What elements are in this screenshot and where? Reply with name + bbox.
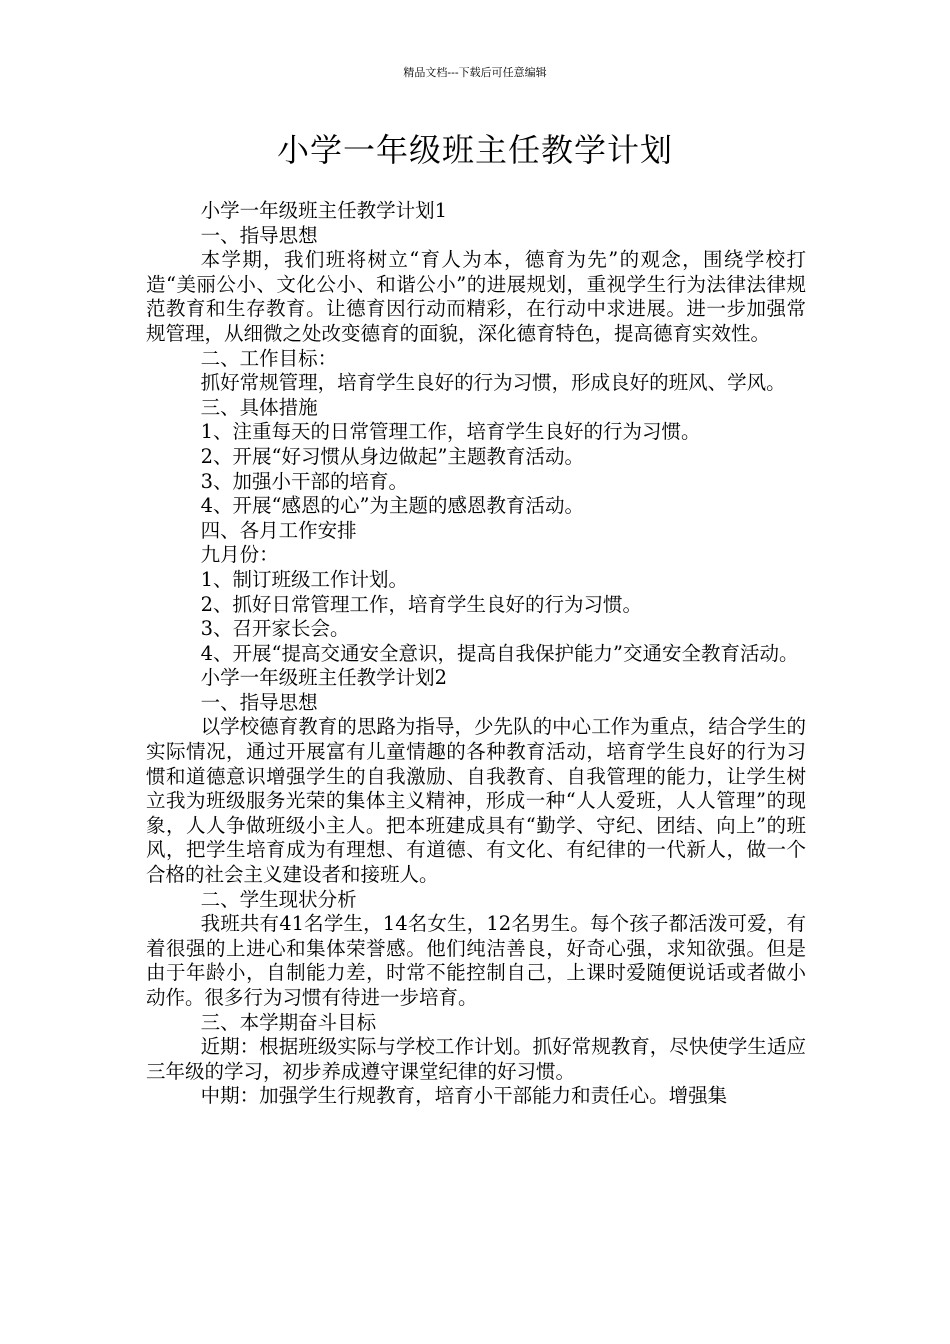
heading-semester-goals: 三、本学期奋斗目标 xyxy=(200,1010,377,1034)
heading-work-goals: 二、工作目标： xyxy=(200,346,338,370)
heading-guiding-ideology-1: 一、指导思想 xyxy=(200,223,318,247)
list-item-measure-2: 2、开展“好习惯从身边做起”主题教育活动。 xyxy=(200,444,584,468)
heading-measures: 三、具体措施 xyxy=(200,395,318,419)
paragraph-short-term-goal: 近期：根据班级实际与学校工作计划。抓好常规教育，尽快使学生适应三年级的学习，初步养成遵守课堂纪律的好习惯。 xyxy=(146,1035,806,1083)
page-header: 精品文档---下载后可任意编辑 xyxy=(403,66,547,79)
paragraph-mid-term-goal: 中期：加强学生行规教育，培育小干部能力和责任心。增强集 xyxy=(200,1084,728,1108)
heading-student-analysis: 二、学生现状分析 xyxy=(200,887,357,911)
section-title-plan-1: 小学一年级班主任教学计划1 xyxy=(200,199,448,222)
paragraph-work-goals: 抓好常规管理，培育学生良好的行为习惯，形成良好的班风、学风。 xyxy=(200,371,786,395)
paragraph-ideology-1: 本学期，我们班将树立“育人为本，德育为先”的观念，围绕学校打造“美丽公小、文化公小、和谐公小”的进展规划，重视学生行为法律法律规范教育和生存教育。让德育因行动而精彩，在行动中求进展。进一步加强常规管理，从细微之处改变德育的面貌，深化德育特色，提高德育实效性。 xyxy=(146,248,806,345)
section-title-plan-2: 小学一年级班主任教学计划2 xyxy=(200,666,448,690)
paragraph-student-analysis: 我班共有41名学生，14名女生，12名男生。每个孩子都活泼可爱，有着很强的上进心和集体荣誉感。他们纯洁善良，好奇心强，求知欲强。但是由于年龄小，自制能力差，时常不能控制自己，上课时爱随便说话或者做小动作。很多行为习惯有待进一步培育。 xyxy=(146,912,806,1009)
list-item-september-2: 2、抓好日常管理工作，培育学生良好的行为习惯。 xyxy=(200,592,643,616)
list-item-september-1: 1、制订班级工作计划。 xyxy=(200,567,409,591)
list-item-september-4: 4、开展“提高交通安全意识，提高自我保护能力”交通安全教育活动。 xyxy=(200,641,799,665)
document-title: 小学一年级班主任教学计划 xyxy=(276,131,673,169)
paragraph-ideology-2: 以学校德育教育的思路为指导，少先队的中心工作为重点，结合学生的实际情况，通过开展富有儿童情趣的各种教育活动，培育学生良好的行为习惯和道德意识增强学生的自我激励、自我教育、自我管理的能力，让学生树立我为班级服务光荣的集体主义精神，形成一种“人人爱班，人人管理”的现象，人人争做班级小主人。把本班建成具有“勤学、守纪、团结、向上”的班风，把学生培育成为有理想、有道德、有文化、有纪律的一代新人，做一个合格的社会主义建设者和接班人。 xyxy=(146,715,806,887)
subheading-september: 九月份： xyxy=(200,543,279,567)
heading-guiding-ideology-2: 一、指导思想 xyxy=(200,690,318,714)
list-item-measure-4: 4、开展“感恩的心”为主题的感恩教育活动。 xyxy=(200,494,584,518)
document-body xyxy=(146,199,806,1109)
list-item-september-3: 3、召开家长会。 xyxy=(200,617,350,641)
heading-monthly-schedule: 四、各月工作安排 xyxy=(200,518,357,542)
list-item-measure-1: 1、注重每天的日常管理工作，培育学生良好的行为习惯。 xyxy=(200,420,701,444)
list-item-measure-3: 3、加强小干部的培育。 xyxy=(200,469,409,493)
